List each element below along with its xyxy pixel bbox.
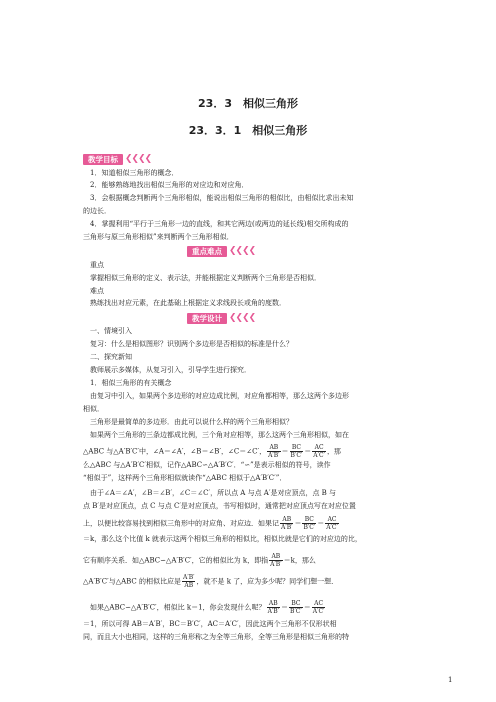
text: ＝k，那么 bbox=[283, 556, 316, 565]
text: 它有顺序关系．如△ABC∽△A′B′C′，它的相似比为 k，即指 bbox=[83, 556, 269, 565]
design-line bbox=[83, 553, 316, 568]
denominator: A′C′ bbox=[313, 452, 325, 459]
design-line: ＝1，所以可得 AB＝A′B′，BC＝B′C′，AC＝A′C′，因此这两个三角形不仅形状相 bbox=[83, 620, 337, 628]
design-line: 相似． bbox=[83, 405, 104, 413]
key-line: 难点 bbox=[90, 287, 104, 295]
key-line: 熟练找出对应元素，在此基础上根据定义求线段长或角的度数． bbox=[90, 299, 286, 307]
section-label: 教学目标 bbox=[83, 154, 123, 165]
design-line: 复习：什么是相似图形？识别两个多边形是否相似的标准是什么？ bbox=[90, 340, 293, 348]
text: △A′B′C′与△ABC 的相似比应是 bbox=[83, 577, 181, 586]
page-title: 23．3 相似三角形 bbox=[198, 97, 298, 110]
key-line: 重点 bbox=[90, 261, 104, 269]
design-line: 如果两个三角形的三条边都成比例，三个角对应相等，那么这两个三角形相似，如在 bbox=[90, 431, 349, 439]
numerator: AC bbox=[312, 444, 326, 452]
numerator: BC bbox=[302, 516, 316, 524]
fraction bbox=[289, 600, 303, 615]
numerator: AB bbox=[267, 444, 280, 452]
denominator: AB bbox=[184, 582, 194, 589]
text: △ABC 与△A′B′C′中，∠A＝∠A′，∠B＝∠B′，∠C＝∠C′， bbox=[83, 447, 267, 456]
denominator: B′C′ bbox=[290, 452, 303, 459]
chevrons-icon: ❮❮❮❮ bbox=[229, 246, 256, 256]
section-header-design bbox=[187, 313, 255, 324]
text: ，那 bbox=[326, 447, 341, 456]
numerator: A′B′ bbox=[183, 574, 195, 581]
equals: ＝ bbox=[281, 603, 289, 612]
denominator: B′C′ bbox=[303, 524, 316, 531]
design-line: 教师展示多媒体，从复习引入，引导学生进行探究． bbox=[90, 366, 251, 374]
section-header-key bbox=[187, 246, 255, 257]
chevrons-icon: ❮❮❮❮ bbox=[125, 154, 152, 164]
denominator: A′B′ bbox=[270, 561, 282, 568]
goal-line: 的边长． bbox=[83, 207, 111, 215]
design-line bbox=[90, 600, 326, 615]
denominator: A′B′ bbox=[281, 524, 293, 531]
fraction bbox=[302, 516, 316, 531]
fraction bbox=[267, 600, 280, 615]
denominator: A′C′ bbox=[326, 524, 338, 531]
design-line: 三角形是最简单的多边形．由此可以说什么样的两个三角形相似？ bbox=[90, 418, 293, 426]
fraction bbox=[269, 553, 282, 568]
numerator: AB bbox=[267, 600, 280, 608]
design-line bbox=[83, 516, 340, 531]
key-line: 掌握相似三角形的定义、表示法，并能根据定义判断两个三角形是否相似． bbox=[90, 274, 321, 282]
numerator: BC bbox=[290, 444, 304, 452]
equals: ＝ bbox=[304, 447, 312, 456]
equals: ＝ bbox=[303, 603, 311, 612]
section-label: 重点难点 bbox=[187, 246, 227, 257]
design-line: 由于∠A＝∠A′，∠B＝∠B′，∠C＝∠C′，所以点 A 与点 A′是对应顶点，点 B 与 bbox=[90, 489, 337, 497]
fraction bbox=[290, 444, 304, 459]
chevrons-icon: ❮❮❮❮ bbox=[229, 313, 256, 323]
goal-line: 3．会根据概念判断两个三角形相似，能说出相似三角形的相似比，由相似比求出未知 bbox=[90, 194, 354, 202]
numerator: AB bbox=[269, 553, 282, 561]
equals: ＝ bbox=[281, 447, 289, 456]
design-line: “相似于”，这样两个三角形相似就读作“△ABC 相似于△A′B′C′”． bbox=[83, 474, 287, 482]
text: 如果△ABC∽△A′B′C′，相似比 k＝1，你会发现什么呢？ bbox=[90, 603, 266, 612]
fraction bbox=[312, 600, 326, 615]
fraction bbox=[267, 444, 280, 459]
design-line: 二、探究新知 bbox=[90, 353, 132, 361]
design-line: 点 B′是对应顶点，点 C 与点 C′是对应顶点，书写相似时，通常把对应顶点写在对应位置 bbox=[83, 502, 356, 510]
design-line bbox=[83, 444, 341, 459]
design-line: ＝k，那么这个比值 k 就表示这两个相似三角形的相似比，相似比就是它们的对应边的比， bbox=[83, 535, 362, 543]
text: 上，以便比较容易找到相似三角形中的对应角、对应边．如果记 bbox=[83, 519, 279, 528]
design-line: 1．相似三角形的有关概念 bbox=[90, 379, 172, 387]
fraction bbox=[312, 444, 326, 459]
design-line bbox=[83, 574, 338, 589]
design-line: 么△ABC 与△A′B′C′相似，记作△ABC∽△A′B′C′．“∽”是表示相似的符号，读作 bbox=[83, 461, 331, 469]
denominator: A′B′ bbox=[268, 452, 280, 459]
numerator: AC bbox=[312, 600, 326, 608]
fraction bbox=[325, 516, 339, 531]
denominator: A′C′ bbox=[312, 608, 325, 615]
goal-line: 2．能够熟练地找出相似三角形的对应边和对应角． bbox=[90, 181, 249, 189]
equals: ＝ bbox=[294, 519, 302, 528]
denominator: B′C′ bbox=[290, 608, 302, 615]
design-line: 同，而且大小也相同，这样的三角形称之为全等三角形，全等三角形是相似三角形的特 bbox=[83, 633, 349, 641]
design-line: 由复习中引入，如果两个多边形的对应边成比例，对应角都相等，那么这两个多边形 bbox=[90, 392, 349, 400]
text: ，就不是 k 了，应为多少呢？同学们想一想． bbox=[196, 577, 339, 586]
fraction bbox=[182, 574, 195, 589]
design-line: 一、情境引入 bbox=[90, 327, 132, 335]
section-header-goals bbox=[83, 154, 151, 165]
equals: ＝ bbox=[317, 519, 325, 528]
section-label: 教学设计 bbox=[187, 313, 227, 324]
goal-line: 1．知道相似三角形的概念． bbox=[90, 169, 179, 177]
numerator: BC bbox=[289, 600, 303, 608]
denominator: A′B′ bbox=[267, 608, 280, 615]
numerator: AC bbox=[325, 516, 339, 524]
page-number: 1 bbox=[448, 676, 453, 684]
section-title: 23．3．1 相似三角形 bbox=[188, 124, 308, 137]
fraction bbox=[280, 516, 293, 531]
numerator: AB bbox=[280, 516, 293, 524]
goal-line: 三角形与原三角形相似”来判断两个三角形相似． bbox=[83, 233, 234, 241]
goal-line: 4．掌握利用“平行于三角形一边的直线，和其它两边(或两边的延长线)相交所构成的 bbox=[90, 220, 349, 228]
